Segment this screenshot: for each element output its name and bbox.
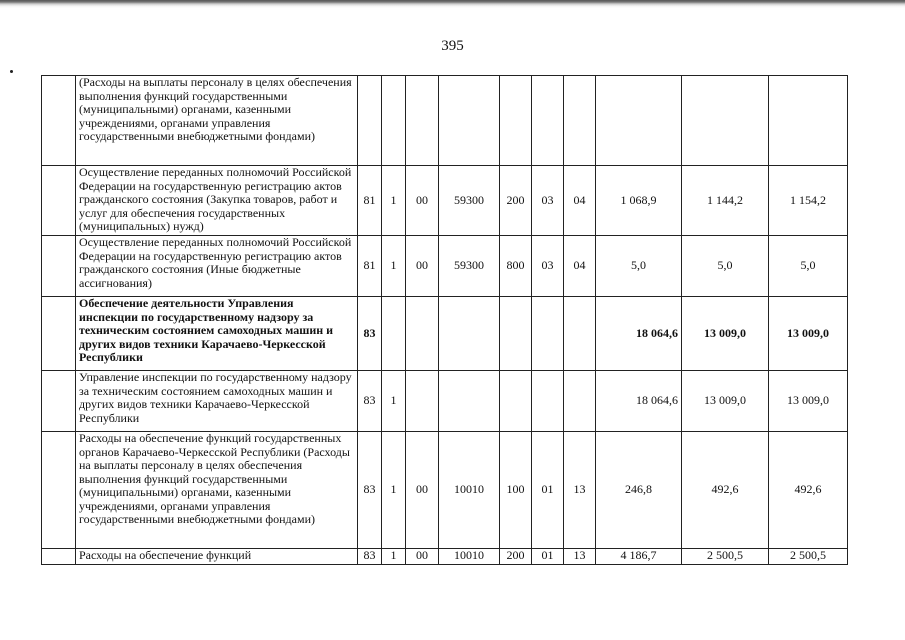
table-row <box>42 549 848 565</box>
amount-cell: 492,6 <box>769 432 848 549</box>
amount-cell: 4 186,7 <box>596 549 682 565</box>
code-cell <box>500 371 532 432</box>
code-cell: 83 <box>358 297 382 371</box>
row-marker-cell <box>42 297 76 371</box>
code-cell: 03 <box>532 166 564 236</box>
code-cell <box>406 76 439 166</box>
code-cell: 01 <box>532 549 564 565</box>
table-row <box>42 166 848 236</box>
code-cell <box>500 297 532 371</box>
amount-cell: 246,8 <box>596 432 682 549</box>
code-cell <box>532 297 564 371</box>
amount-cell: 13 009,0 <box>682 371 769 432</box>
code-cell: 03 <box>532 236 564 297</box>
code-cell: 10010 <box>439 432 500 549</box>
table-row <box>42 297 848 371</box>
code-cell: 1 <box>382 166 406 236</box>
row-name-cell: Осуществление переданных полномочий Российской Федерации на государственную регистрацию актов гражданского состояния (Иные бюджетные ассигнования) <box>76 236 358 297</box>
amount-cell: 18 064,6 <box>596 297 682 371</box>
code-cell: 59300 <box>439 166 500 236</box>
amount-cell: 13 009,0 <box>769 371 848 432</box>
code-cell: 00 <box>406 549 439 565</box>
code-cell <box>406 297 439 371</box>
amount-cell: 18 064,6 <box>596 371 682 432</box>
amount-cell: 1 068,9 <box>596 166 682 236</box>
code-cell: 800 <box>500 236 532 297</box>
row-marker-cell <box>42 432 76 549</box>
code-cell <box>439 297 500 371</box>
row-marker-cell <box>42 549 76 565</box>
code-cell <box>532 371 564 432</box>
code-cell <box>564 297 596 371</box>
amount-cell <box>682 76 769 166</box>
code-cell <box>382 76 406 166</box>
amount-cell: 5,0 <box>682 236 769 297</box>
page-number: 395 <box>441 38 464 54</box>
row-name-cell: Обеспечение деятельности Управления инспекции по государственному надзору за техническим состоянием самоходных машин и других видов техники Карачаево-Черкесской Республики <box>76 297 358 371</box>
scan-speck <box>10 70 13 73</box>
code-cell <box>532 76 564 166</box>
code-cell: 100 <box>500 432 532 549</box>
code-cell <box>500 76 532 166</box>
code-cell: 13 <box>564 549 596 565</box>
code-cell: 83 <box>358 549 382 565</box>
code-cell: 200 <box>500 166 532 236</box>
row-marker-cell <box>42 236 76 297</box>
code-cell: 1 <box>382 371 406 432</box>
table-row <box>42 371 848 432</box>
code-cell: 81 <box>358 236 382 297</box>
code-cell: 00 <box>406 236 439 297</box>
row-name-cell: Расходы на обеспечение функций государственных органов Карачаево-Черкесской Республики (Расходы на выплаты персоналу в целях обеспечения выполнения функций государственными (муниципальными) органами, казенными учреждениями, органами управления государственными внебюджетными фондами) <box>76 432 358 549</box>
code-cell <box>358 76 382 166</box>
amount-cell: 492,6 <box>682 432 769 549</box>
amount-cell <box>596 76 682 166</box>
amount-cell: 2 500,5 <box>769 549 848 565</box>
code-cell: 83 <box>358 371 382 432</box>
amount-cell: 1 154,2 <box>769 166 848 236</box>
amount-cell: 1 144,2 <box>682 166 769 236</box>
code-cell: 00 <box>406 432 439 549</box>
row-name-cell: Осуществление переданных полномочий Российской Федерации на государственную регистрацию актов гражданского состояния (Закупка товаров, работ и услуг для обеспечения государственных (муниципальных) нужд) <box>76 166 358 236</box>
table-row <box>42 236 848 297</box>
code-cell: 01 <box>532 432 564 549</box>
code-cell: 1 <box>382 432 406 549</box>
code-cell: 200 <box>500 549 532 565</box>
code-cell: 00 <box>406 166 439 236</box>
code-cell <box>439 371 500 432</box>
row-marker-cell <box>42 166 76 236</box>
row-marker-cell <box>42 76 76 166</box>
code-cell <box>406 371 439 432</box>
code-cell: 83 <box>358 432 382 549</box>
code-cell: 1 <box>382 549 406 565</box>
row-name-cell: (Расходы на выплаты персоналу в целях обеспечения выполнения функций государственными (муниципальными) органами, казенными учреждениями, органами управления государственными внебюджетными фондами) <box>76 76 358 166</box>
code-cell: 59300 <box>439 236 500 297</box>
table-row <box>42 432 848 549</box>
amount-cell <box>769 76 848 166</box>
code-cell <box>564 371 596 432</box>
amount-cell: 2 500,5 <box>682 549 769 565</box>
amount-cell: 13 009,0 <box>682 297 769 371</box>
amount-cell: 13 009,0 <box>769 297 848 371</box>
code-cell: 04 <box>564 166 596 236</box>
code-cell: 10010 <box>439 549 500 565</box>
code-cell <box>382 297 406 371</box>
amount-cell: 5,0 <box>769 236 848 297</box>
code-cell: 1 <box>382 236 406 297</box>
table-row <box>42 76 848 166</box>
code-cell <box>439 76 500 166</box>
scan-top-edge <box>0 0 905 8</box>
code-cell: 04 <box>564 236 596 297</box>
row-name-cell: Расходы на обеспечение функций <box>76 549 358 565</box>
budget-table <box>41 75 848 565</box>
code-cell: 13 <box>564 432 596 549</box>
row-marker-cell <box>42 371 76 432</box>
code-cell <box>564 76 596 166</box>
row-name-cell: Управление инспекции по государственному надзору за техническим состоянием самоходных машин и других видов техники Карачаево-Черкесской Республики <box>76 371 358 432</box>
code-cell: 81 <box>358 166 382 236</box>
amount-cell: 5,0 <box>596 236 682 297</box>
